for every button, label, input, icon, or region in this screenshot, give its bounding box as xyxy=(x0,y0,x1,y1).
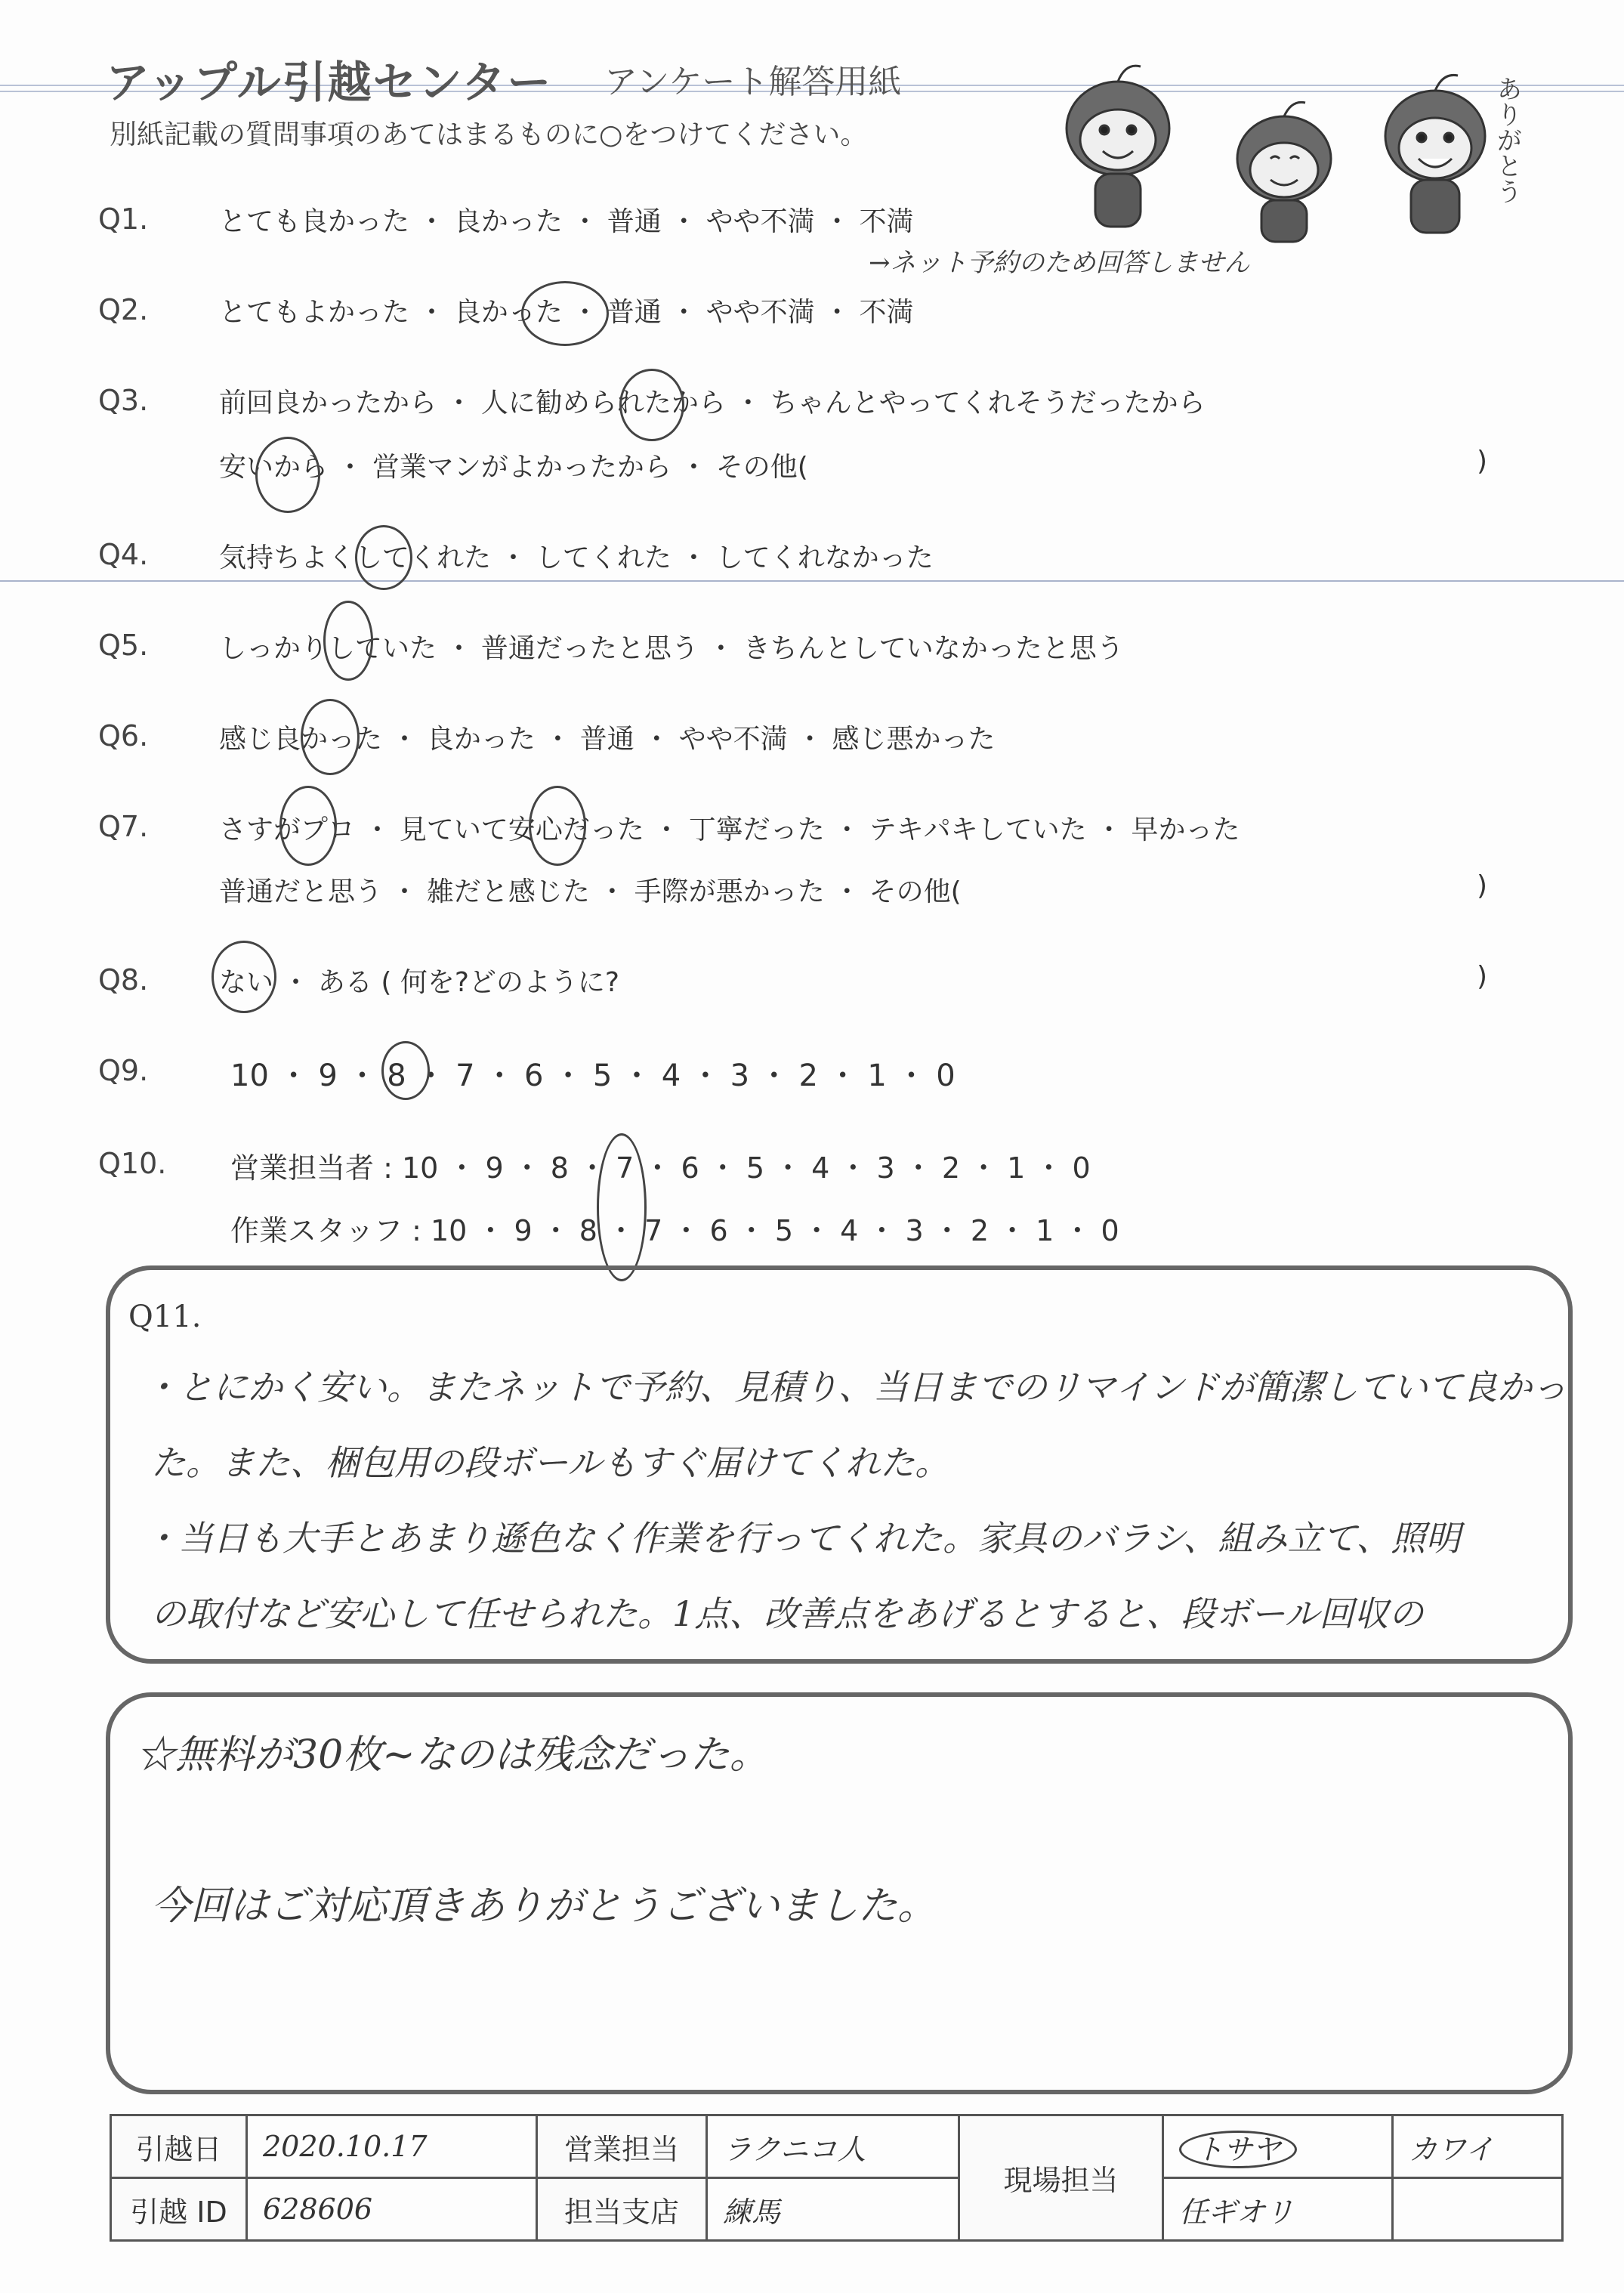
form-title: アップル引越センター xyxy=(106,57,553,108)
site-staff-2: カワイ xyxy=(1393,2115,1563,2178)
q1-options: とても良かった ・ 良かった ・ 普通 ・ やや不満 ・ 不満 xyxy=(219,206,914,237)
q11-comment-line2: た。また、梱包用の段ボールもすぐ届けてくれた。 xyxy=(151,1442,950,1483)
q10-label: Q10. xyxy=(98,1147,167,1180)
mascot-thanks-text: ありがとう xyxy=(1492,76,1522,204)
site-staff-1: トサヤ xyxy=(1179,2131,1297,2168)
move-date-label: 引越日 xyxy=(111,2115,247,2178)
q9-label: Q9. xyxy=(98,1054,149,1087)
move-id-value: 628606 xyxy=(247,2178,537,2241)
form-subtitle: アンケート解答用紙 xyxy=(604,63,902,101)
q6-options: 感じ良かった ・ 良かった ・ 普通 ・ やや不満 ・ 感じ悪かった xyxy=(219,724,996,755)
q7-close-paren: ) xyxy=(1477,870,1488,901)
site-staff-3: 任ギオリ xyxy=(1163,2178,1393,2241)
mascot-monkey-2-icon xyxy=(1237,102,1331,242)
site-staff-empty-cell xyxy=(1393,2178,1563,2241)
q7-circle-mark-1 xyxy=(279,786,337,866)
sales-rep-label: 営業担当 xyxy=(537,2115,707,2178)
extra-comment-line2: 今回はご対応頂きありがとうございました。 xyxy=(151,1884,937,1929)
q5-options: しっかりしていた ・ 普通だったと思う ・ きちんとしていなかったと思う xyxy=(219,633,1124,664)
q1-label: Q1. xyxy=(98,202,149,236)
q8-circle-mark xyxy=(211,941,276,1013)
move-id-label: 引越 ID xyxy=(111,2178,247,2241)
mascot-illustration xyxy=(1035,45,1522,249)
site-staff-label: 現場担当 xyxy=(959,2115,1163,2241)
q9-circle-mark xyxy=(381,1041,430,1100)
q1-handwritten-note: →ネット予約のため回答しません xyxy=(869,248,1250,278)
q8-close-paren: ) xyxy=(1477,961,1488,992)
q5-circle-mark xyxy=(323,601,373,681)
q11-comment-line1: ・とにかく安い。またネットで予約、見積り、当日までのリマインドが簡潔していて良かっ xyxy=(144,1367,1567,1408)
q11-label: Q11. xyxy=(128,1299,202,1334)
q2-options: とてもよかった ・ 良かった ・ 普通 ・ やや不満 ・ 不満 xyxy=(219,297,914,328)
q11-comment-line3: ・当日も大手とあまり遜色なく作業を行ってくれた。家具のバラシ、組み立て、照明 xyxy=(144,1518,1461,1559)
q6-circle-mark xyxy=(301,699,360,775)
mascot-monkey-1-icon xyxy=(1067,66,1169,227)
extra-comment-line1: ☆無料が30枚~なのは残念だった。 xyxy=(136,1732,769,1778)
q5-label: Q5. xyxy=(98,629,149,662)
q8-options: ない ・ ある ( 何を?どのように? xyxy=(219,967,620,998)
q2-label: Q2. xyxy=(98,293,149,326)
q3-circle-mark-2 xyxy=(255,437,320,513)
q7-options-line1: さすがプロ ・ 見ていて安心だった ・ 丁寧だった ・ テキパキしていた ・ 早かった xyxy=(219,814,1240,845)
q9-scale: 10 ・ 9 ・ 8 ・ 7 ・ 6 ・ 5 ・ 4 ・ 3 ・ 2 ・ 1 ・ 0 xyxy=(230,1058,956,1093)
sales-rep-value: ラクニコ人 xyxy=(707,2115,959,2178)
q3-close-paren: ) xyxy=(1477,446,1488,477)
q10-circle-mark xyxy=(597,1133,647,1281)
branch-value: 練馬 xyxy=(707,2178,959,2241)
q10-sales-scale: 営業担当者 : 10 ・ 9 ・ 8 ・ 7 ・ 6 ・ 5 ・ 4 ・ 3 ・ 2 ・ 1 ・ 0 xyxy=(230,1151,1091,1185)
q6-label: Q6. xyxy=(98,719,149,752)
footer-info-table xyxy=(110,2114,1564,2242)
branch-label: 担当支店 xyxy=(537,2178,707,2241)
q7-options-line2: 普通だと思う ・ 雑だと感じた ・ 手際が悪かった ・ その他( xyxy=(219,876,962,907)
q2-circle-mark xyxy=(521,281,609,346)
q3-label: Q3. xyxy=(98,384,149,417)
q11-comment-line4: の取付など安心して任せられた。1点、改善点をあげるとすると、段ボール回収の xyxy=(151,1593,1424,1634)
q3-circle-mark-1 xyxy=(619,369,684,441)
move-date-value: 2020.10.17 xyxy=(247,2115,537,2178)
q8-label: Q8. xyxy=(98,963,149,997)
q3-options-line1: 前回良かったから ・ 人に勧められたから ・ ちゃんとやってくれそうだったから xyxy=(219,388,1206,419)
q10-staff-scale: 作業スタッフ : 10 ・ 9 ・ 8 ・ 7 ・ 6 ・ 5 ・ 4 ・ 3 ・ 2 ・ 1 ・ 0 xyxy=(230,1214,1119,1247)
mascot-monkey-3-icon xyxy=(1385,75,1485,233)
q7-circle-mark-2 xyxy=(529,786,586,866)
q7-label: Q7. xyxy=(98,810,149,843)
q3-options-line2: 安いから ・ 営業マンがよかったから ・ その他( xyxy=(219,452,808,483)
q4-options: 気持ちよくしてくれた ・ してくれた ・ してくれなかった xyxy=(219,542,934,573)
q4-circle-mark xyxy=(355,525,412,590)
q4-label: Q4. xyxy=(98,538,149,571)
instruction-text: 別紙記載の質問事項のあてはまるものに○をつけてください。 xyxy=(110,119,868,150)
